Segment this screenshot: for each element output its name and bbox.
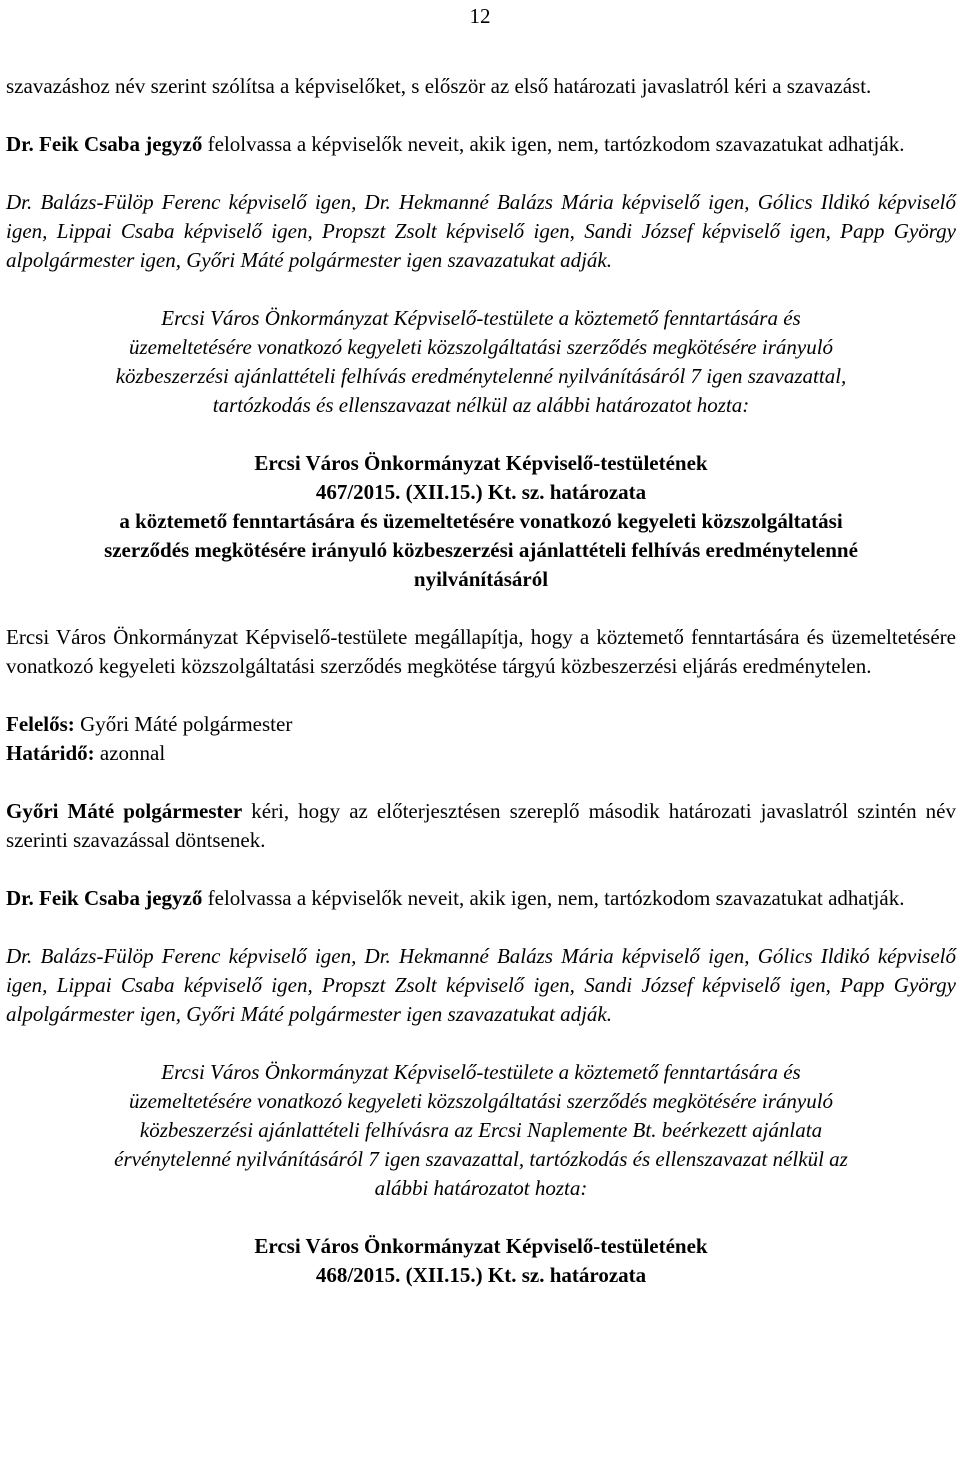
notary-name: Dr. Feik Csaba jegyző	[6, 132, 203, 156]
mayor-request-text: kéri, hogy az előterjesztésen szereplő második határozati javaslatról szintén név szerinti szavazással döntsenek.	[6, 799, 956, 852]
vote-summary-line: közbeszerzési ajánlattételi felhívásra az Ercsi Naplemente Bt. beérkezett ajánlata	[139, 1118, 823, 1142]
mayor-name: Győri Máté polgármester	[6, 799, 243, 823]
vote-summary-2	[6, 1058, 956, 1203]
vote-summary-line: Ercsi Város Önkormányzat Képviselő-testülete a köztemető fenntartására és	[161, 306, 801, 330]
votes-paragraph-2: Dr. Balázs-Fülöp Ferenc képviselő igen, Dr. Hekmanné Balázs Mária képviselő igen, Gólics Ildikó képviselő igen, Lippai Csaba képviselő igen, Propszt Zsolt képviselő igen, Sandi József képviselő igen, Papp György alpolgármester igen, Győri Máté polgármester igen szavazatukat adják.	[6, 944, 956, 1026]
vote-summary-line: közbeszerzési ajánlattételi felhívás eredménytelenné nyilvánításáról 7 igen szavazattal,	[115, 364, 847, 388]
resolution-heading-2	[6, 1232, 956, 1290]
deadline-label: Határidő:	[6, 741, 95, 765]
votes-paragraph-1: Dr. Balázs-Fülöp Ferenc képviselő igen, Dr. Hekmanné Balázs Mária képviselő igen, Gólics Ildikó képviselő igen, Lippai Csaba képviselő igen, Propszt Zsolt képviselő igen, Sandi József képviselő igen, Papp György alpolgármester igen, Győri Máté polgármester igen szavazatukat adják.	[6, 190, 956, 272]
responsible-line	[6, 710, 956, 739]
vote-summary-line: alábbi határozatot hozta:	[374, 1176, 588, 1200]
vote-summary-line: üzemeltetésére vonatkozó kegyeleti közszolgáltatási szerződés megkötésére irányuló	[128, 1089, 834, 1113]
document-body	[6, 72, 956, 1290]
responsible-label: Felelős:	[6, 712, 75, 736]
vote-summary-line: tartózkodás és ellenszavazat nélkül az alábbi határozatot hozta:	[212, 393, 750, 417]
vote-summary-line: üzemeltetésére vonatkozó kegyeleti közszolgáltatási szerződés megkötésére irányuló	[128, 335, 834, 359]
deadline-value: azonnal	[94, 741, 166, 765]
resolution-number: 467/2015. (XII.15.) Kt. sz. határozata	[315, 480, 647, 504]
notary-call-text: felolvassa a képviselők neveit, akik igen, nem, tartózkodom szavazatukat adhatják.	[202, 886, 905, 910]
decision-paragraph-1: Ercsi Város Önkormányzat Képviselő-testülete megállapítja, hogy a köztemető fenntartására és üzemeltetésére vonatkozó kegyeleti közszolgáltatási szerződés megkötése tárgyú közbeszerzési eljárás eredménytelen.	[6, 625, 956, 678]
resolution-heading-1	[6, 449, 956, 594]
resolution-body: Ercsi Város Önkormányzat Képviselő-testületének	[254, 1234, 708, 1258]
resolution-subject-line: a köztemető fenntartására és üzemeltetésére vonatkozó kegyeleti közszolgáltatási	[119, 509, 843, 533]
resolution-subject-line: nyilvánításáról	[413, 567, 549, 591]
resolution-subject-line: szerződés megkötésére irányuló közbeszerzési ajánlattételi felhívás eredménytelenné	[104, 538, 858, 562]
vote-summary-1	[6, 304, 956, 420]
resolution-body: Ercsi Város Önkormányzat Képviselő-testületének	[254, 451, 708, 475]
notary-call-text: felolvassa a képviselők neveit, akik igen, nem, tartózkodom szavazatukat adhatják.	[202, 132, 905, 156]
resolution-number: 468/2015. (XII.15.) Kt. sz. határozata	[315, 1263, 647, 1287]
responsible-value: Győri Máté polgármester	[74, 712, 293, 736]
deadline-line	[6, 739, 956, 768]
page-number: 12	[469, 4, 491, 28]
notary-call-paragraph-1	[6, 130, 956, 159]
notary-call-paragraph-2	[6, 884, 956, 913]
intro-paragraph: szavazáshoz név szerint szólítsa a képviselőket, s először az első határozati javaslatról kéri a szavazást.	[6, 74, 872, 98]
notary-name: Dr. Feik Csaba jegyző	[6, 886, 203, 910]
vote-summary-line: érvénytelenné nyilvánításáról 7 igen szavazattal, tartózkodás és ellenszavazat nélkül az	[114, 1147, 848, 1171]
mayor-request-paragraph	[6, 797, 956, 855]
vote-summary-line: Ercsi Város Önkormányzat Képviselő-testülete a köztemető fenntartására és	[161, 1060, 801, 1084]
